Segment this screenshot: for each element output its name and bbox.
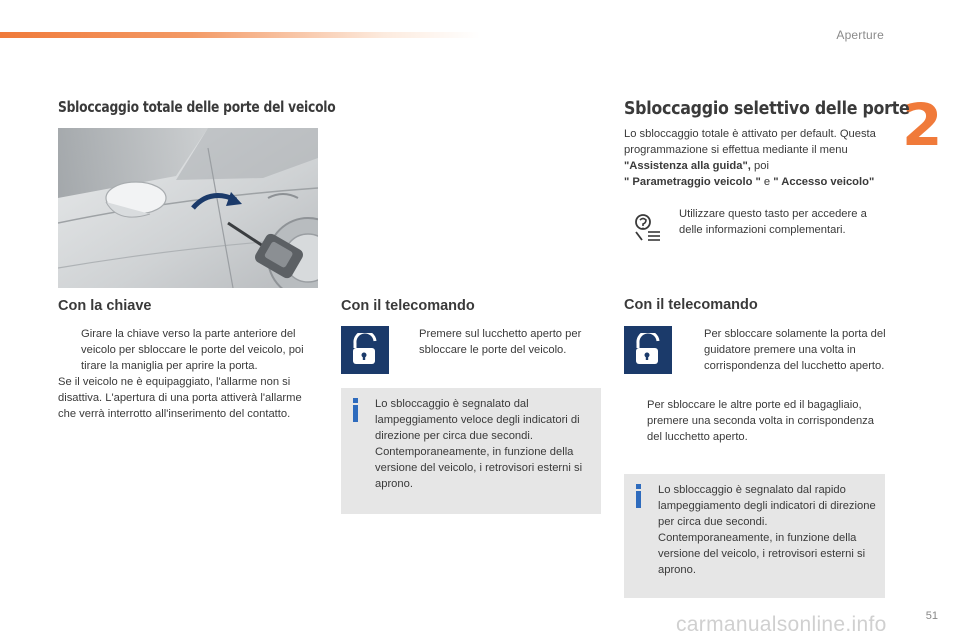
padlock-open-icon [624,326,672,374]
menu-assistenza: "Assistenza alla guida", [624,160,751,172]
help-text: Utilizzare questo tasto per accedere a delle informazioni complementari. [679,208,867,236]
remote-bullet-right-1-text: Per sbloccare solamente la porta del guidatore premere una volta in corrispondenza del lucchetto aperto. [704,328,886,372]
info-box-right [624,474,885,598]
remote-bullet-middle [396,326,602,358]
intro-text-2: poi [750,160,769,172]
info-box-middle [341,388,601,514]
car-door-illustration [58,128,318,288]
right-title: Sbloccaggio selettivo delle porte [624,98,910,119]
remote-bullet-right-2 [624,397,886,445]
page-number: 51 [925,610,938,622]
chapter-number: 2 [902,91,943,159]
right-intro [624,126,880,190]
help-info-icon [630,210,664,244]
key-heading: Con la chiave [58,298,152,314]
intro-text-1: Lo sbloccaggio totale è attivato per default. Questa programmazione si effettua mediante il menu [624,128,876,156]
menu-parametraggio: " Parametraggio veicolo " [624,176,761,188]
left-title: Sbloccaggio totale delle porte del veicolo [58,98,336,116]
key-bullet [58,326,320,374]
info-icon [633,484,643,508]
remote-heading-middle: Con il telecomando [341,298,475,314]
info-text-right: Lo sbloccaggio è segnalato dal rapido lampeggiamento degli indicatori di direzione per circa due secondi. Contemporaneamente, in funzione della versione del veicolo, i retrovisori esterni si aprono. [658,484,876,576]
watermark: carmanualsonline.info [676,613,887,636]
info-icon [350,398,360,422]
key-bullet-text: Girare la chiave verso la parte anteriore del veicolo per sbloccare le porte del veicolo, poi tirare la maniglia per aprire la porta. [81,328,304,372]
padlock-open-icon [341,326,389,374]
padlock-open-glyph [633,333,663,367]
header-accent-bar [0,32,480,38]
padlock-open-glyph [350,333,380,367]
remote-heading-right: Con il telecomando [624,297,758,313]
key-paragraph: Se il veicolo ne è equipaggiato, l'allarme non si disattiva. L'apertura di una porta attiverà l'allarme che verrà interrotto all'inserimento del contatto. [58,376,302,420]
car-door-photo [58,128,318,288]
remote-bullet-right-1 [681,326,887,374]
help-info-glyph [630,210,664,244]
info-text-middle: Lo sbloccaggio è segnalato dal lampeggiamento veloce degli indicatori di direzione per circa due secondi. Contemporaneamente, in funzione della versione del veicolo, i retrovisori esterni si aprono. [375,398,583,490]
remote-bullet-middle-text: Premere sul lucchetto aperto per sbloccare le porte del veicolo. [419,328,582,356]
menu-accesso: " Accesso veicolo" [773,176,875,188]
intro-text-3: e [760,176,774,188]
section-name: Aperture [836,28,884,42]
remote-bullet-right-2-text: Per sbloccare le altre porte ed il bagagliaio, premere una seconda volta in corrispondenza del lucchetto aperto. [647,399,874,443]
